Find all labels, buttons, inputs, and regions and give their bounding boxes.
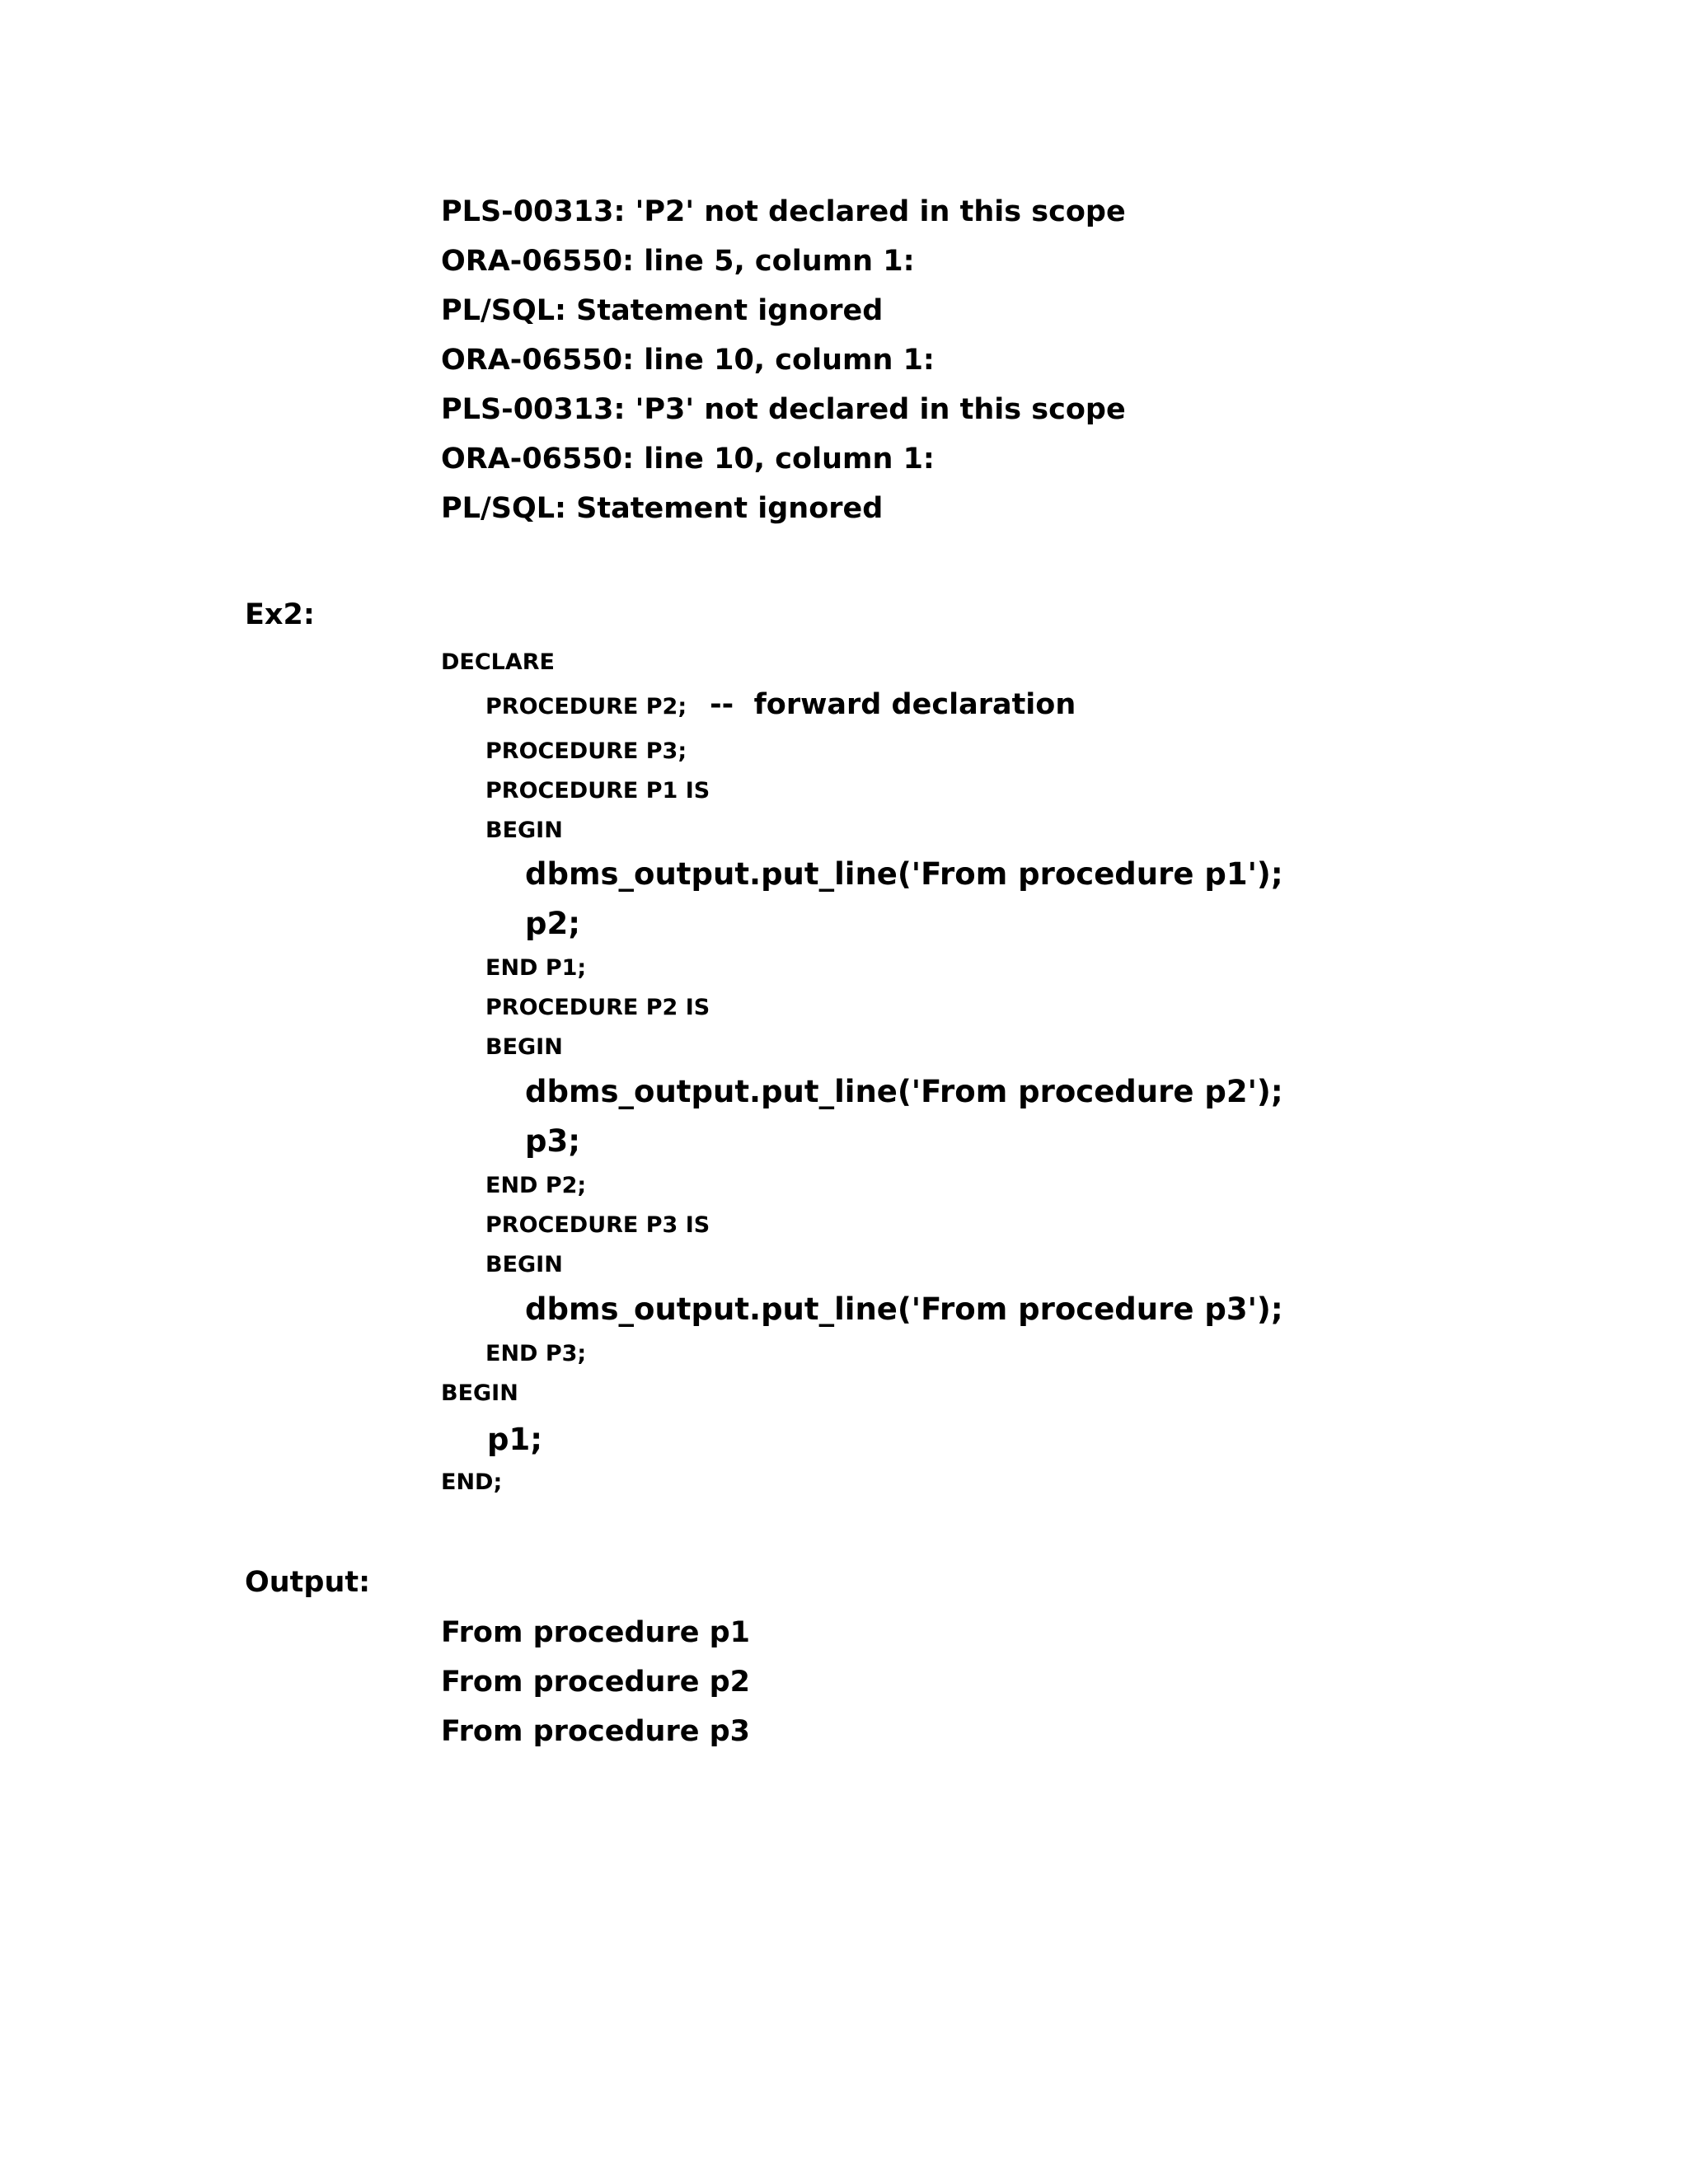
code-call-p2: p2; [525, 906, 581, 941]
code-begin-main: BEGIN [441, 1380, 518, 1406]
error-line-1: PLS-00313: 'P2' not declared in this scope [441, 195, 1126, 228]
output-heading: Output: [245, 1566, 371, 1599]
code-end-p2: END P2; [485, 1173, 587, 1198]
code-begin-p1: BEGIN [485, 818, 563, 843]
code-end-p1: END P1; [485, 955, 587, 981]
output-line-1: From procedure p1 [441, 1616, 751, 1649]
code-proc-p3-decl: PROCEDURE P3; [485, 738, 687, 764]
code-put-line-p2: dbms_output.put_line('From procedure p2'); [525, 1074, 1283, 1109]
error-line-2: ORA-06550: line 5, column 1: [441, 245, 915, 278]
code-begin-p3: BEGIN [485, 1252, 563, 1277]
code-proc-p2-is: PROCEDURE P2 IS [485, 995, 710, 1020]
error-line-3: PL/SQL: Statement ignored [441, 294, 884, 327]
code-begin-p2: BEGIN [485, 1034, 563, 1060]
code-call-p1: p1; [487, 1422, 543, 1457]
code-call-p3: p3; [525, 1123, 581, 1159]
output-line-3: From procedure p3 [441, 1715, 751, 1748]
code-proc-p2-decl: PROCEDURE P2; [485, 694, 687, 719]
code-forward-comment: -- forward declaration [710, 688, 1076, 721]
code-put-line-p1: dbms_output.put_line('From procedure p1'); [525, 856, 1283, 892]
error-line-6: ORA-06550: line 10, column 1: [441, 443, 935, 476]
code-proc-p2-decl-line [485, 688, 1076, 721]
code-put-line-p3: dbms_output.put_line('From procedure p3'); [525, 1291, 1283, 1327]
error-line-7: PL/SQL: Statement ignored [441, 492, 884, 525]
output-line-2: From procedure p2 [441, 1666, 751, 1699]
code-end-main: END; [441, 1469, 503, 1495]
code-proc-p3-is: PROCEDURE P3 IS [485, 1212, 710, 1238]
code-declare: DECLARE [441, 649, 556, 675]
code-end-p3: END P3; [485, 1341, 587, 1366]
error-line-5: PLS-00313: 'P3' not declared in this scope [441, 393, 1126, 426]
error-line-4: ORA-06550: line 10, column 1: [441, 344, 935, 377]
code-proc-p1-is: PROCEDURE P1 IS [485, 778, 710, 804]
ex2-heading: Ex2: [245, 598, 315, 631]
